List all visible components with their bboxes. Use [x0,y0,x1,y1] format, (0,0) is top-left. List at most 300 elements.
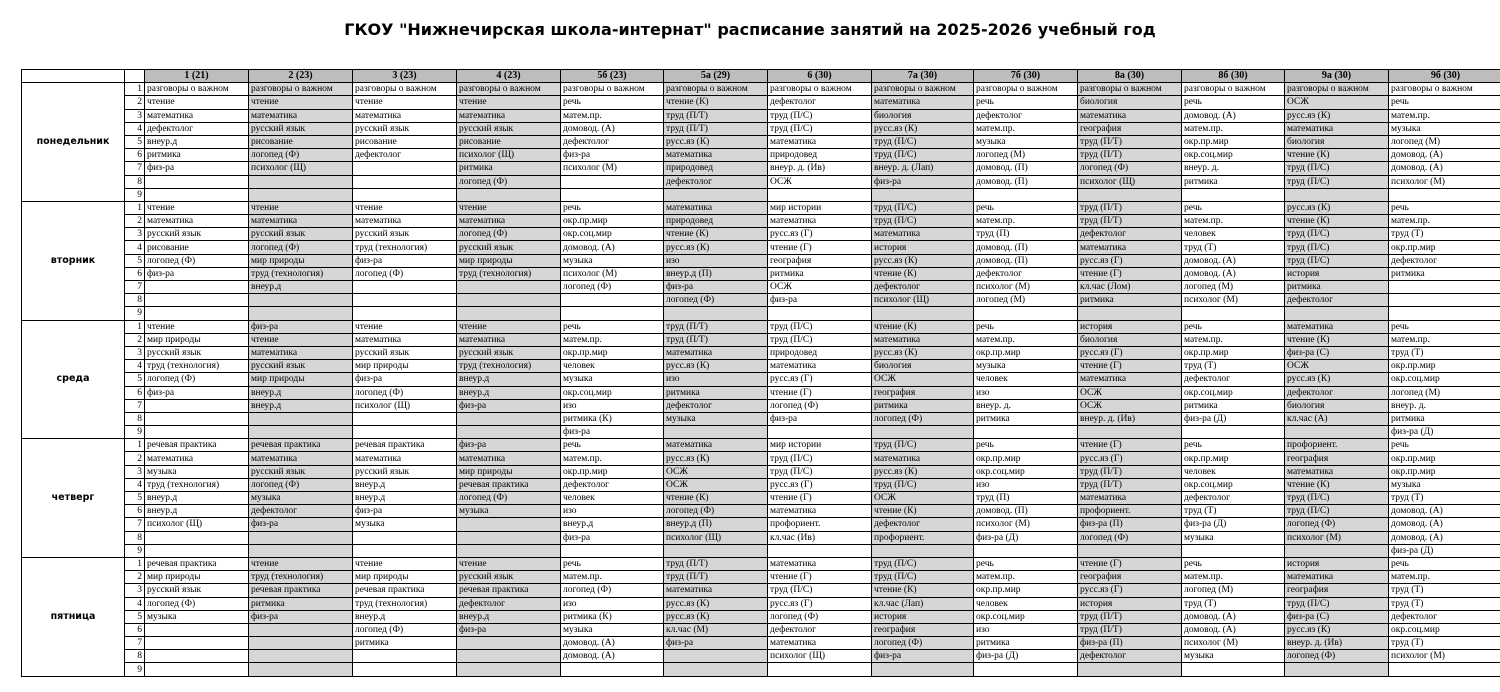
lesson-row [22,663,1500,676]
lesson-cell: русский язык [145,346,249,359]
lesson-cell: труд (Т) [1389,228,1500,241]
lesson-cell: русс.яз (К) [1285,201,1389,214]
lesson-row [22,307,1500,320]
lesson-cell [1182,663,1285,676]
lesson-cell: речевая практика [353,439,457,452]
lesson-cell: речь [1389,201,1500,214]
lesson-number: 4 [125,360,145,373]
lesson-cell: домовод. (П) [974,162,1078,175]
lesson-cell: домовод. (А) [561,637,664,650]
lesson-number: 7 [125,399,145,412]
lesson-cell [353,162,457,175]
lesson-cell: математика [872,452,974,465]
lesson-number: 6 [125,267,145,280]
lesson-cell: рисование [457,135,561,148]
lesson-cell: русс.яз (Г) [1078,254,1182,267]
lesson-cell: логопед (Ф) [768,399,872,412]
lesson-cell [353,663,457,676]
lesson-cell: труд (П/С) [768,109,872,122]
lesson-cell [249,412,353,425]
lesson-cell: физ-ра [249,518,353,531]
lesson-cell: труд (технология) [145,478,249,491]
lesson-cell: матем.пр. [974,571,1078,584]
lesson-cell: труд (Т) [1182,505,1285,518]
lesson-cell: математика [249,346,353,359]
lesson-cell: ритмика [1078,294,1182,307]
day-label: среда [22,320,125,439]
lesson-cell [664,426,768,439]
lesson-cell: труд (технология) [145,360,249,373]
lesson-cell: рисование [249,135,353,148]
lesson-cell: физ-ра [353,505,457,518]
lesson-cell: домовод. (А) [561,122,664,135]
lesson-cell: домовод. (А) [1389,518,1500,531]
lesson-cell: чтение [457,201,561,214]
lesson-cell: математика [1078,241,1182,254]
lesson-number: 1 [125,320,145,333]
lesson-cell [145,307,249,320]
lesson-cell: дефектолог [664,399,768,412]
lesson-cell: разговоры о важном [353,83,457,96]
lesson-cell: речевая практика [249,584,353,597]
lesson-cell: матем.пр. [1182,571,1285,584]
lesson-cell: внеур. д. [1182,162,1285,175]
lesson-number: 2 [125,96,145,109]
lesson-cell: физ-ра (Д) [1389,544,1500,557]
lesson-cell: чтение (Г) [1078,360,1182,373]
lesson-cell: ритмика [1182,399,1285,412]
lesson-cell: профориент. [768,518,872,531]
lesson-cell: география [1285,584,1389,597]
lesson-number: 1 [125,201,145,214]
lesson-cell: человек [561,492,664,505]
lesson-cell: домовод. (А) [1389,531,1500,544]
lesson-cell: окр.соц.мир [561,386,664,399]
lesson-cell: психолог (М) [1285,531,1389,544]
lesson-cell: дефектолог [1389,610,1500,623]
lesson-cell: русс.яз (Г) [1078,452,1182,465]
lesson-cell: разговоры о важном [1078,83,1182,96]
lesson-cell: человек [1182,228,1285,241]
lesson-cell [664,544,768,557]
lesson-number: 5 [125,492,145,505]
lesson-cell [664,188,768,201]
lesson-cell: музыка [457,505,561,518]
lesson-cell: логопед (Ф) [353,386,457,399]
lesson-cell: труд (П/Т) [664,109,768,122]
lesson-cell: разговоры о важном [457,83,561,96]
lesson-cell: русс.яз (Г) [768,478,872,491]
class-header: 2 (23) [249,70,353,83]
lesson-number: 8 [125,531,145,544]
lesson-cell: профориент. [872,531,974,544]
class-header: 6 (30) [768,70,872,83]
lesson-cell: ОСЖ [1285,96,1389,109]
class-header: 7а (30) [872,70,974,83]
lesson-cell [145,544,249,557]
lesson-cell: рисование [353,135,457,148]
schedule-title: ГКОУ "Нижнечирская школа-интернат" расписание занятий на 2025-2026 учебный год [344,20,1156,39]
lesson-cell: математика [768,215,872,228]
lesson-cell: разговоры о важном [249,83,353,96]
lesson-cell: чтение [457,320,561,333]
lesson-cell: ритмика [664,386,768,399]
lesson-cell: окр.соц.мир [1389,623,1500,636]
lesson-cell [249,623,353,636]
lesson-cell: музыка [1389,478,1500,491]
lesson-cell: домовод. (П) [974,254,1078,267]
lesson-cell: труд (П/Т) [664,571,768,584]
lesson-cell: труд (П/С) [768,584,872,597]
lesson-cell: труд (П/С) [1285,241,1389,254]
lesson-cell: математика [768,505,872,518]
lesson-cell: математика [1078,373,1182,386]
lesson-cell: логопед (М) [1389,386,1500,399]
lesson-cell: логопед (М) [1182,281,1285,294]
lesson-cell: разговоры о важном [1389,83,1500,96]
lesson-number: 5 [125,373,145,386]
lesson-cell: ОСЖ [768,281,872,294]
lesson-cell: физ-ра [249,320,353,333]
lesson-number: 9 [125,544,145,557]
lesson-cell: домовод. (А) [1182,267,1285,280]
lesson-cell [561,307,664,320]
lesson-cell: труд (П) [974,492,1078,505]
lesson-cell [561,294,664,307]
lesson-cell: логопед (М) [974,149,1078,162]
lesson-cell: внеур.д [145,505,249,518]
lesson-cell [249,637,353,650]
lesson-number: 6 [125,505,145,518]
lesson-cell: изо [561,597,664,610]
lesson-row [22,215,1500,228]
lesson-row [22,412,1500,425]
lesson-cell: внеур.д [249,281,353,294]
lesson-cell: труд (П/Т) [664,333,768,346]
lesson-cell: окр.соц.мир [1389,373,1500,386]
lesson-row [22,584,1500,597]
lesson-cell [664,663,768,676]
lesson-cell: человек [561,360,664,373]
lesson-cell: логопед (Ф) [1078,162,1182,175]
lesson-cell: труд (П/Т) [1078,610,1182,623]
lesson-cell: чтение (К) [1285,478,1389,491]
lesson-cell: разговоры о важном [974,83,1078,96]
lesson-cell: русский язык [249,465,353,478]
lesson-cell [145,175,249,188]
lesson-number: 6 [125,623,145,636]
lesson-cell: мир природы [457,465,561,478]
lesson-row [22,544,1500,557]
lesson-cell: математика [1285,320,1389,333]
lesson-cell: логопед (Ф) [145,254,249,267]
lesson-cell: математика [353,333,457,346]
lesson-cell: дефектолог [1389,254,1500,267]
lesson-cell: дефектолог [145,122,249,135]
lesson-cell: логопед (Ф) [353,623,457,636]
lesson-cell: труд (П/С) [872,215,974,228]
lesson-cell: домовод. (А) [561,241,664,254]
lesson-number: 1 [125,439,145,452]
lesson-row [22,426,1500,439]
lesson-cell: русс.яз (К) [664,452,768,465]
lesson-cell: русский язык [353,465,457,478]
lesson-cell: окр.пр.мир [561,465,664,478]
lesson-cell: ОСЖ [1285,360,1389,373]
lesson-cell [145,294,249,307]
lesson-cell: математика [1285,465,1389,478]
lesson-cell: музыка [664,412,768,425]
lesson-cell: чтение (К) [872,267,974,280]
lesson-cell: логопед (Ф) [872,637,974,650]
lesson-cell: физ-ра [145,386,249,399]
lesson-cell: психолог (Щ) [768,650,872,663]
lesson-cell: русс.яз (К) [664,135,768,148]
lesson-number: 7 [125,518,145,531]
lesson-cell: кл.час (Ив) [768,531,872,544]
lesson-cell [1078,307,1182,320]
lesson-cell [457,281,561,294]
lesson-cell: физ-ра [664,637,768,650]
lesson-cell: психолог (М) [1389,650,1500,663]
lesson-cell [872,426,974,439]
lesson-number: 7 [125,637,145,650]
lesson-cell: математика [145,452,249,465]
lesson-cell: чтение (Г) [768,571,872,584]
lesson-cell [145,399,249,412]
lesson-cell: чтение [145,320,249,333]
lesson-cell [1182,426,1285,439]
lesson-cell [353,426,457,439]
lesson-cell: физ-ра (С) [1285,346,1389,359]
lesson-cell [353,188,457,201]
lesson-cell: чтение (К) [1285,333,1389,346]
lesson-cell: психолог (М) [974,281,1078,294]
lesson-cell: музыка [561,623,664,636]
lesson-cell: чтение (Г) [768,492,872,505]
lesson-cell: изо [561,399,664,412]
lesson-cell: речь [974,96,1078,109]
lesson-cell [974,544,1078,557]
lesson-cell [1182,188,1285,201]
lesson-cell: математика [1078,492,1182,505]
lesson-number: 4 [125,122,145,135]
lesson-cell [1389,281,1500,294]
lesson-cell: труд (П/Т) [1078,465,1182,478]
lesson-cell: физ-ра [872,650,974,663]
lesson-cell: окр.соц.мир [974,465,1078,478]
lesson-cell: ритмика (К) [561,412,664,425]
lesson-cell: чтение [353,96,457,109]
lesson-cell: математика [249,109,353,122]
lesson-cell: математика [249,452,353,465]
lesson-row [22,373,1500,386]
lesson-cell: чтение (Г) [1078,439,1182,452]
lesson-cell: чтение [353,557,457,570]
lesson-cell: русс.яз (Г) [1078,584,1182,597]
lesson-cell: музыка [249,492,353,505]
lesson-cell: логопед (Ф) [145,597,249,610]
lesson-cell: изо [974,478,1078,491]
lesson-cell: труд (П/С) [872,478,974,491]
lesson-cell: чтение [145,201,249,214]
lesson-cell: ОСЖ [768,175,872,188]
lesson-cell [872,544,974,557]
lesson-cell: кл.час (А) [1285,412,1389,425]
lesson-row [22,492,1500,505]
lesson-cell: физ-ра [353,254,457,267]
lesson-row [22,294,1500,307]
lesson-cell: кл.час (М) [664,623,768,636]
lesson-cell: психолог (М) [1182,637,1285,650]
lesson-row [22,439,1500,452]
lesson-cell: география [872,623,974,636]
lesson-cell: речь [1182,320,1285,333]
lesson-cell: математика [1285,571,1389,584]
lesson-row [22,122,1500,135]
lesson-cell: ОСЖ [664,465,768,478]
lesson-cell [353,281,457,294]
lesson-number: 1 [125,83,145,96]
lesson-cell: физ-ра (Д) [1182,518,1285,531]
lesson-cell: дефектолог [664,175,768,188]
lesson-cell: ОСЖ [1078,386,1182,399]
lesson-cell: труд (П/С) [872,571,974,584]
lesson-cell [1285,426,1389,439]
lesson-number: 6 [125,386,145,399]
lesson-cell: труд (П/С) [1285,175,1389,188]
lesson-cell: дефектолог [561,478,664,491]
lesson-cell: русский язык [457,122,561,135]
lesson-cell: чтение [249,557,353,570]
lesson-cell: труд (П/С) [872,201,974,214]
lesson-cell: труд (П/С) [872,557,974,570]
lesson-cell: психолог (М) [1182,294,1285,307]
lesson-cell: дефектолог [1078,228,1182,241]
lesson-cell: матем.пр. [1182,122,1285,135]
lesson-cell: речь [1389,439,1500,452]
lesson-cell [664,307,768,320]
lesson-cell: музыка [145,610,249,623]
lesson-cell: изо [561,505,664,518]
lesson-cell: речь [1389,320,1500,333]
lesson-cell: русс.яз (К) [664,610,768,623]
lesson-cell: окр.пр.мир [974,584,1078,597]
lesson-cell: дефектолог [872,281,974,294]
lesson-cell: ОСЖ [872,373,974,386]
lesson-cell: биология [1078,333,1182,346]
lesson-cell: внеур. д. [1389,399,1500,412]
lesson-cell: труд (технология) [249,267,353,280]
lesson-cell: ритмика [974,637,1078,650]
lesson-cell: математика [664,439,768,452]
lesson-cell: математика [664,584,768,597]
lesson-cell: разговоры о важном [768,83,872,96]
lesson-row [22,135,1500,148]
lesson-number: 3 [125,228,145,241]
lesson-cell: труд (Т) [1389,346,1500,359]
lesson-cell: внеур. д. (Ив) [1078,412,1182,425]
lesson-cell: чтение [353,320,457,333]
lesson-cell: логопед (Ф) [872,412,974,425]
lesson-cell: музыка [145,465,249,478]
lesson-cell: русс.яз (К) [1285,109,1389,122]
lesson-number: 5 [125,135,145,148]
lesson-cell: психолог (М) [561,162,664,175]
lesson-cell: физ-ра [561,149,664,162]
lesson-cell: чтение [457,557,561,570]
lesson-number: 9 [125,307,145,320]
lesson-cell: труд (Т) [1182,597,1285,610]
lesson-cell: физ-ра (Д) [1389,426,1500,439]
lesson-cell [145,650,249,663]
lesson-cell: музыка [1389,122,1500,135]
lesson-cell: труд (П/С) [1285,254,1389,267]
lesson-cell: труд (П/С) [872,149,974,162]
lesson-cell: природовед [664,215,768,228]
lesson-cell: разговоры о важном [561,83,664,96]
lesson-cell: матем.пр. [1389,215,1500,228]
lesson-cell [457,544,561,557]
lesson-cell: логопед (Ф) [664,294,768,307]
lesson-cell [561,188,664,201]
lesson-cell: внеур.д [457,610,561,623]
lesson-cell: русский язык [145,228,249,241]
lesson-row [22,650,1500,663]
lesson-cell [145,412,249,425]
lesson-cell: русс.яз (К) [872,122,974,135]
lesson-cell: история [872,610,974,623]
lesson-cell [249,188,353,201]
lesson-cell: логопед (Ф) [768,610,872,623]
lesson-cell [353,294,457,307]
lesson-cell: внеур.д [249,399,353,412]
lesson-cell: русский язык [249,122,353,135]
lesson-cell [1078,663,1182,676]
lesson-cell: природовед [664,162,768,175]
lesson-number: 9 [125,426,145,439]
lesson-cell: труд (П/Т) [1078,149,1182,162]
lesson-number: 3 [125,346,145,359]
lesson-cell [974,188,1078,201]
lesson-number: 2 [125,215,145,228]
lesson-cell: психолог (М) [1389,175,1500,188]
lesson-cell: человек [1182,465,1285,478]
lesson-cell: мир природы [249,373,353,386]
lesson-cell: речевая практика [249,439,353,452]
lesson-cell: изо [664,254,768,267]
lesson-cell [249,650,353,663]
lesson-cell [1078,188,1182,201]
lesson-cell: окр.пр.мир [1182,135,1285,148]
lesson-cell: окр.пр.мир [1389,241,1500,254]
lesson-cell: матем.пр. [1182,215,1285,228]
lesson-cell [145,281,249,294]
lesson-cell: русский язык [457,346,561,359]
lesson-cell: речь [974,320,1078,333]
lesson-cell: речевая практика [457,584,561,597]
lesson-cell [457,518,561,531]
lesson-cell: история [1078,597,1182,610]
lesson-cell: математика [249,215,353,228]
lesson-number: 1 [125,557,145,570]
lesson-cell: логопед (Ф) [561,584,664,597]
lesson-cell: география [768,254,872,267]
lesson-cell: труд (П/С) [768,320,872,333]
corner-cell [125,70,145,83]
lesson-cell: внеур.д [353,492,457,505]
lesson-cell: математика [664,346,768,359]
